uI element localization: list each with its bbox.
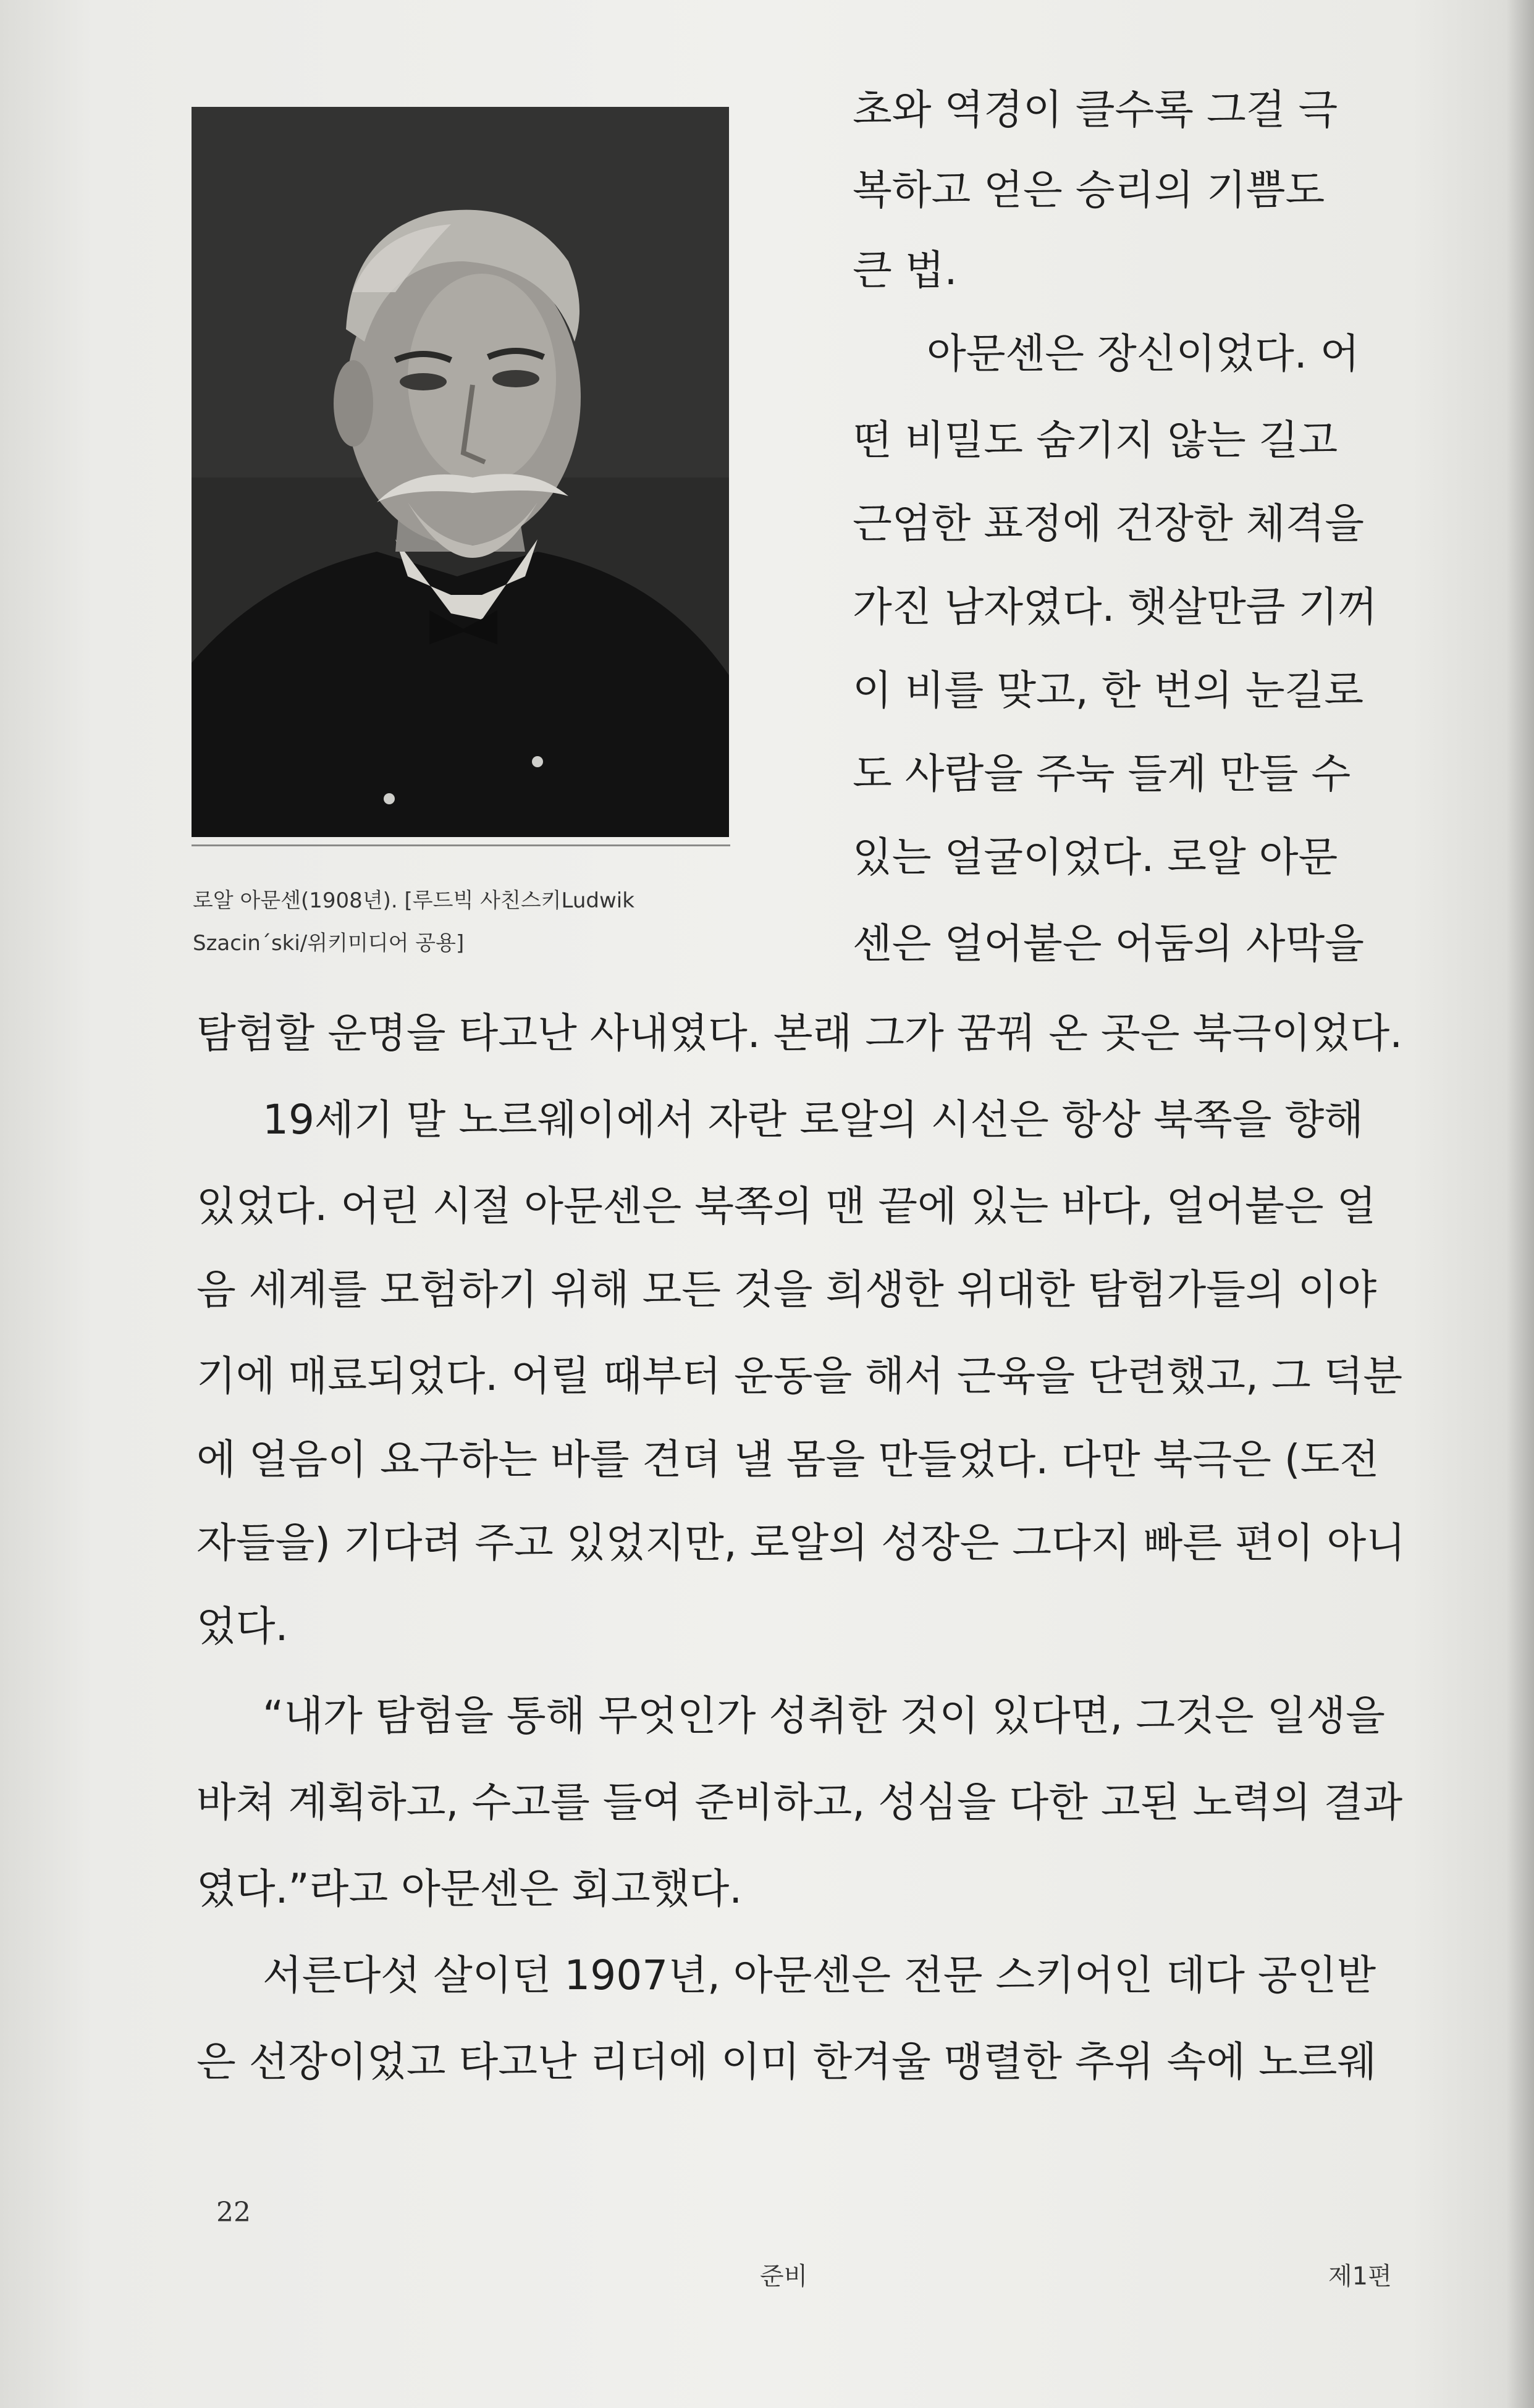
portrait-photo — [192, 107, 729, 837]
portrait-image — [192, 107, 729, 837]
photo-caption-line-2: Szacin´ski/위키미디어 공용] — [193, 931, 465, 956]
body-text-line: 에 얼음이 요구하는 바를 견뎌 낼 몸을 만들었다. 다만 북극은 (도전 — [196, 1436, 1380, 1483]
running-footer-part: 제1편 — [1328, 2262, 1392, 2291]
body-text-line: 자들을) 기다려 주고 있었지만, 로알의 성장은 그다지 빠른 편이 아니 — [196, 1519, 1405, 1567]
side-text-line: 근엄한 표정에 건장한 체격을 — [853, 500, 1365, 547]
side-text-line: 가진 남자였다. 햇살만큼 기꺼 — [853, 583, 1377, 631]
body-text-line: 바쳐 계획하고, 수고를 들여 준비하고, 성심을 다한 고된 노력의 결과 — [196, 1779, 1403, 1826]
body-text-line: 서른다섯 살이던 1907년, 아문센은 전문 스키어인 데다 공인받 — [263, 1951, 1376, 1999]
side-text-line: 떤 비밀도 숨기지 않는 길고 — [853, 416, 1338, 464]
body-text-line: 었다. — [196, 1602, 289, 1650]
side-text-line: 있는 얼굴이었다. 로알 아문 — [853, 833, 1338, 881]
page-number: 22 — [216, 2197, 251, 2228]
page-edge-shadow — [1506, 0, 1534, 2408]
side-text-line: 도 사람을 주눅 들게 만들 수 — [853, 750, 1351, 798]
side-text-line: 큰 법. — [853, 246, 958, 294]
body-text-line: 기에 매료되었다. 어릴 때부터 운동을 해서 근육을 단련했고, 그 덕분 — [196, 1352, 1403, 1400]
body-text-line: 음 세계를 모험하기 위해 모든 것을 희생한 위대한 탐험가들의 이야 — [196, 1266, 1377, 1313]
side-text-line: 복하고 얻은 승리의 기쁨도 — [853, 166, 1325, 214]
side-text-line: 이 비를 맞고, 한 번의 눈길로 — [853, 667, 1364, 714]
running-footer-section: 준비 — [760, 2262, 808, 2291]
side-text-line: 아문센은 장신이었다. 어 — [927, 330, 1360, 377]
body-text-line: “내가 탐험을 통해 무엇인가 성취한 것이 있다면, 그것은 일생을 — [263, 1692, 1385, 1740]
side-text-line: 초와 역경이 클수록 그걸 극 — [853, 86, 1338, 133]
side-text-line: 센은 얼어붙은 어둠의 사막을 — [853, 920, 1365, 967]
body-text-line: 은 선장이었고 타고난 리더에 이미 한겨울 맹렬한 추위 속에 노르웨 — [196, 2038, 1377, 2086]
caption-rule — [192, 844, 730, 846]
body-text-line: 19세기 말 노르웨이에서 자란 로알의 시선은 항상 북쪽을 향해 — [263, 1096, 1363, 1143]
body-text-line: 탐험할 운명을 타고난 사내였다. 본래 그가 꿈꿔 온 곳은 북극이었다. — [196, 1009, 1403, 1057]
body-text-line: 있었다. 어린 시절 아문센은 북쪽의 맨 끝에 있는 바다, 얼어붙은 얼 — [196, 1182, 1376, 1230]
body-text-line: 였다.”라고 아문센은 회고했다. — [196, 1865, 743, 1913]
photo-caption-line-1: 로알 아문센(1908년). [루드빅 사친스키Ludwik — [193, 888, 634, 913]
